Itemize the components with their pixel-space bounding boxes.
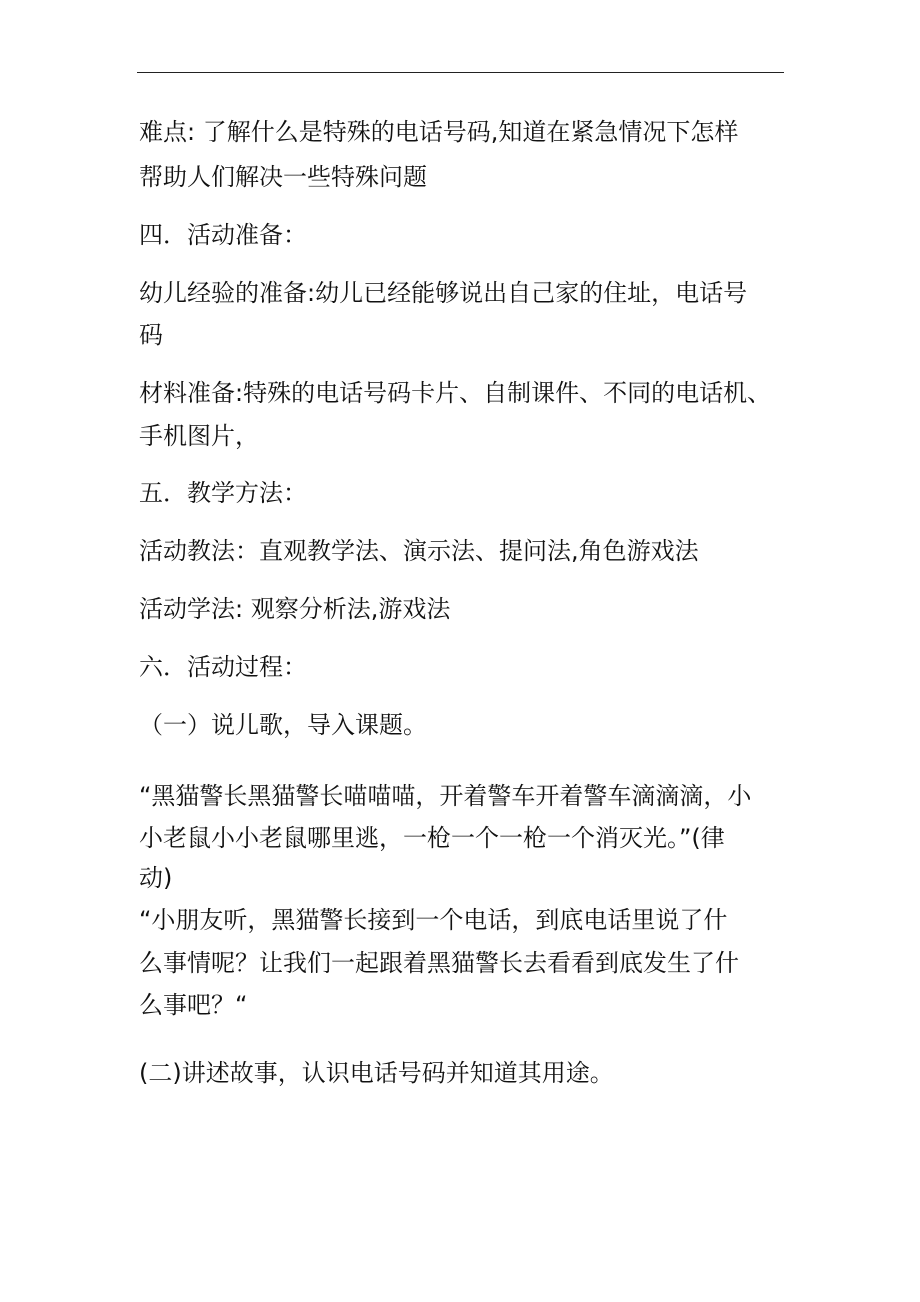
text-line: 手机图片， [139,422,259,450]
section-heading: 六．活动过程： [139,653,307,681]
text-line: 活动教法：直观教学法、演示法、提问法,角色游戏法 [139,537,699,565]
text-line: 材料准备:特殊的电话号码卡片、自制课件、不同的电话机、 [139,379,772,407]
text-line: “黑猫警长黑猫警长喵喵喵，开着警车开着警车滴滴滴，小 [139,782,752,810]
text-line: 么事吧？“ [139,991,248,1019]
text-line: 幼儿经验的准备:幼儿已经能够说出自己家的住址，电话号 [139,279,748,307]
section-heading: 五．教学方法： [139,479,307,507]
subsection-heading: （一）说儿歌，导入课题。 [139,711,427,739]
text-line: 码 [139,321,163,349]
text-line: 动) [139,864,173,892]
subsection-heading: (二)讲述故事，认识电话号码并知道其用途。 [139,1059,614,1087]
text-line: “小朋友听，黑猫警长接到一个电话，到底电话里说了什 [139,906,728,934]
text-line: 活动学法: 观察分析法,游戏法 [139,595,451,623]
header-rule [137,72,784,73]
section-heading: 四．活动准备： [139,221,307,249]
text-line: 难点: 了解什么是特殊的电话号码,知道在紧急情况下怎样 [139,118,739,146]
text-line: 么事情呢？让我们一起跟着黑猫警长去看看到底发生了什 [139,949,739,977]
text-line: 小老鼠小小老鼠哪里逃，一枪一个一枪一个消灭光。”(律 [139,824,725,852]
text-line: 帮助人们解决一些特殊问题 [139,163,427,191]
